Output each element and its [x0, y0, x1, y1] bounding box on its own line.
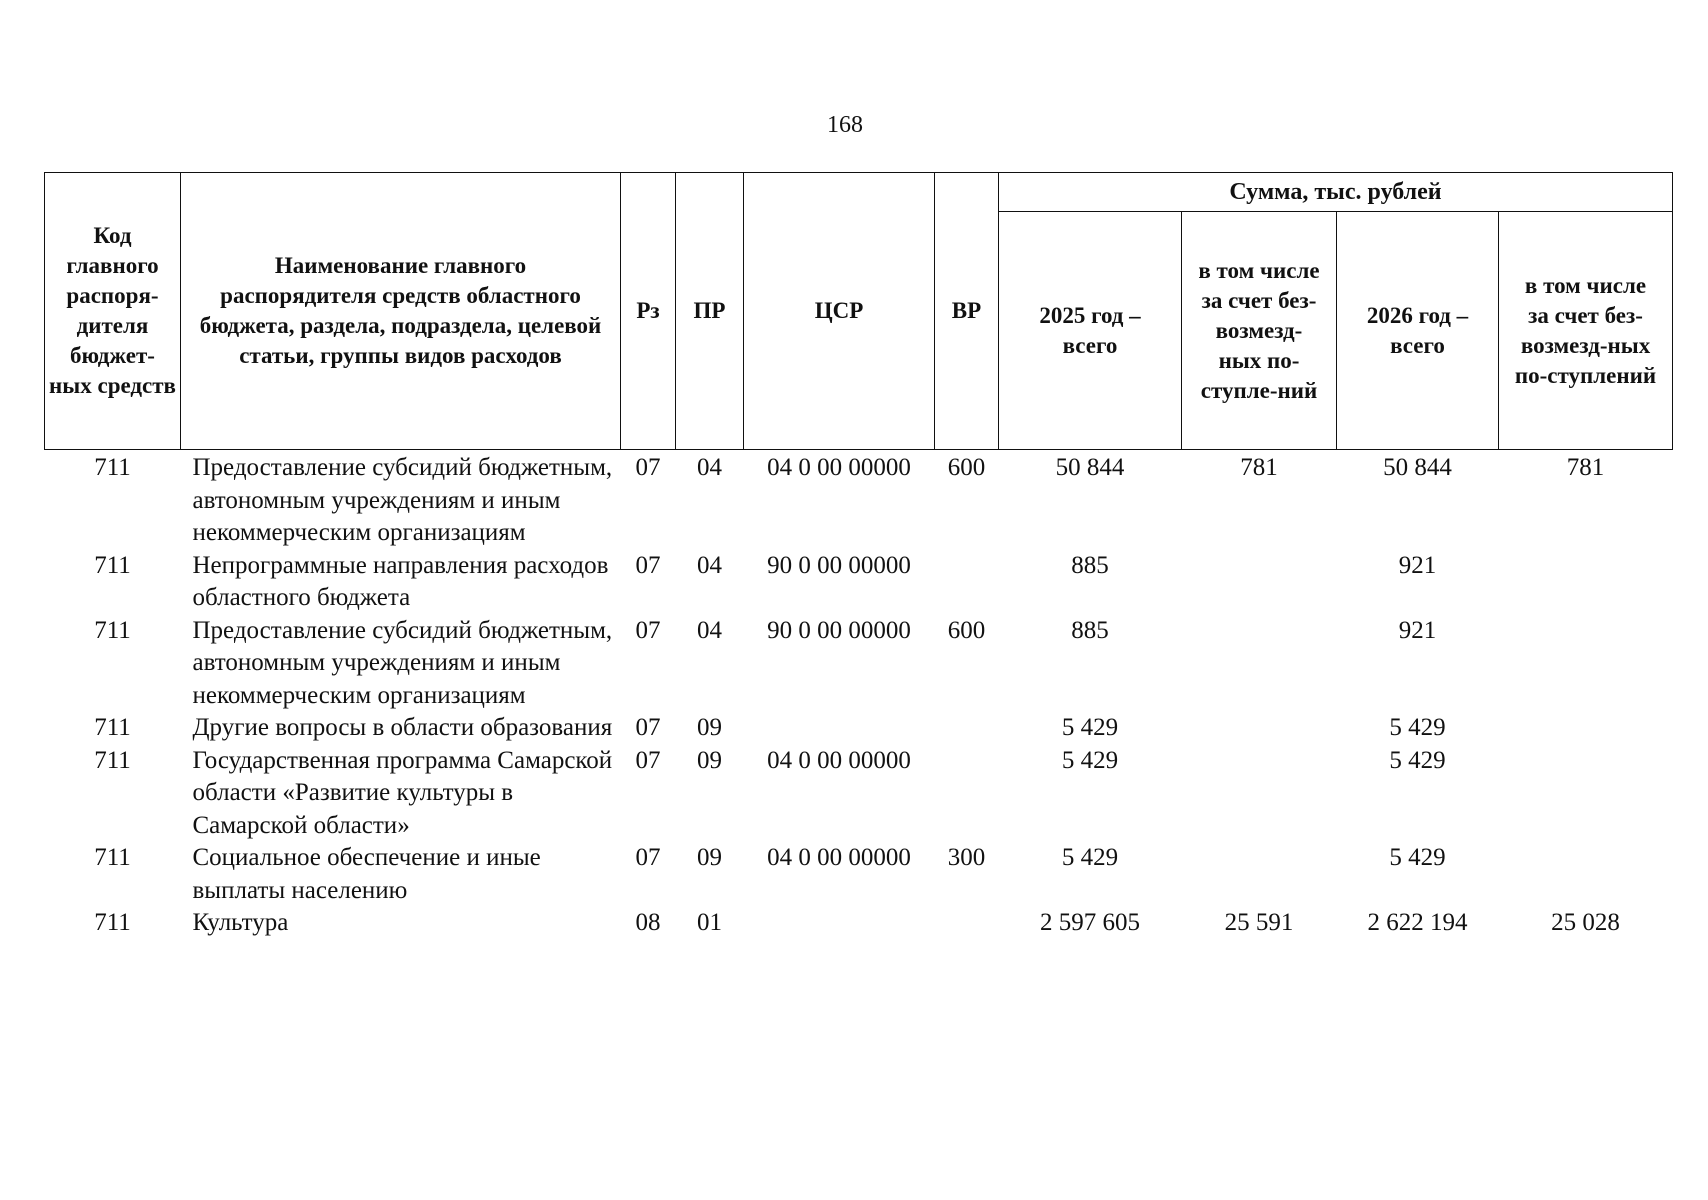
header-name: Наименование главного распорядителя средств областного бюджета, раздела, подраздела, целевой статьи, группы видов расходов — [181, 173, 621, 450]
row-rz: 07 — [635, 551, 661, 579]
row-name: Предоставление субсидий бюджетным, автономным учреждениям и иным некоммерческим организациям — [192, 454, 613, 546]
row-name: Культура — [192, 909, 289, 936]
row-pr: 04 — [697, 616, 722, 644]
row-name: Предоставление субсидий бюджетным, автономным учреждениям и иным некоммерческим организациям — [192, 616, 613, 709]
row-name: Другие вопросы в области образования — [192, 714, 613, 741]
table-row — [45, 745, 1673, 843]
row-pr: 09 — [697, 746, 722, 774]
row-2025-grants — [1182, 615, 1337, 713]
row-2026-total: 921 — [1398, 616, 1437, 644]
page-number: 168 — [827, 112, 863, 138]
table-row — [45, 450, 1673, 550]
table-row — [45, 842, 1673, 907]
row-rz: 07 — [635, 714, 661, 741]
row-pr: 01 — [697, 909, 722, 936]
budget-table — [44, 172, 1673, 940]
header-2025-total: 2025 год – всего — [999, 212, 1182, 450]
row-vr: 600 — [947, 454, 986, 481]
header-2025-grants: в том числе за счет без-возмезд-ных по-ступле-ний — [1182, 212, 1337, 450]
row-2025-grants — [1182, 550, 1337, 615]
row-2025-total: 5 429 — [1061, 844, 1119, 871]
row-rz: 07 — [635, 616, 661, 644]
row-2026-total: 50 844 — [1383, 454, 1452, 481]
table-row — [45, 907, 1673, 940]
row-2025-total: 5 429 — [1061, 714, 1119, 741]
header-vr: ВР — [935, 173, 999, 450]
row-2026-grants: 781 — [1566, 454, 1605, 481]
row-rz: 08 — [635, 909, 661, 936]
row-2026-grants: 25 028 — [1551, 909, 1620, 936]
row-vr — [935, 907, 999, 940]
row-csr: 04 0 00 00000 — [767, 746, 911, 774]
row-name: Социальное обеспечение и иные выплаты населению — [192, 844, 541, 904]
row-vr: 300 — [947, 844, 986, 871]
row-vr: 600 — [947, 616, 986, 644]
row-2025-grants — [1182, 745, 1337, 843]
row-2025-total: 885 — [1071, 551, 1109, 579]
row-vr — [935, 745, 999, 843]
header-2026-total: 2026 год – всего — [1337, 212, 1499, 450]
table-row — [45, 712, 1673, 745]
row-name: Государственная программа Самарской области «Развитие культуры в Самарской области» — [192, 746, 613, 839]
row-code: 711 — [94, 454, 131, 481]
row-2025-grants — [1182, 842, 1337, 907]
header-row-top — [45, 173, 1673, 212]
header-pr: ПР — [676, 173, 744, 450]
row-vr — [935, 712, 999, 745]
header-sum-group: Сумма, тыс. рублей — [999, 173, 1673, 212]
row-2026-grants — [1499, 615, 1673, 713]
row-2025-grants — [1182, 712, 1337, 745]
row-2026-grants — [1499, 550, 1673, 615]
row-2025-grants: 781 — [1240, 454, 1278, 481]
header-csr: ЦСР — [744, 173, 935, 450]
row-2026-total: 2 622 194 — [1367, 909, 1468, 936]
row-2026-grants — [1499, 712, 1673, 745]
row-csr: 90 0 00 00000 — [767, 551, 911, 579]
row-2026-total: 5 429 — [1389, 746, 1446, 774]
row-code: 711 — [94, 844, 131, 871]
row-vr — [935, 550, 999, 615]
row-pr: 04 — [697, 454, 722, 481]
table-row — [45, 615, 1673, 713]
row-code: 711 — [94, 746, 131, 774]
row-2026-grants — [1499, 842, 1673, 907]
row-2025-total: 50 844 — [1055, 454, 1125, 481]
header-rz: Рз — [621, 173, 676, 450]
row-code: 711 — [94, 551, 131, 579]
row-pr: 04 — [697, 551, 722, 579]
header-2026-grants: в том числе за счет без-возмезд-ных по-ступлений — [1499, 212, 1673, 450]
row-2026-total: 921 — [1398, 551, 1437, 579]
row-name: Непрограммные направления расходов областного бюджета — [192, 551, 609, 611]
row-pr: 09 — [697, 844, 722, 871]
row-csr — [744, 712, 935, 745]
row-rz: 07 — [635, 844, 661, 871]
row-rz: 07 — [635, 454, 661, 481]
row-code: 711 — [94, 616, 131, 644]
row-2025-grants: 25 591 — [1224, 909, 1294, 936]
row-csr: 04 0 00 00000 — [767, 844, 911, 871]
row-rz: 07 — [635, 746, 661, 774]
row-code: 711 — [94, 909, 131, 936]
row-csr: 90 0 00 00000 — [767, 616, 911, 644]
row-code: 711 — [94, 714, 131, 741]
row-csr: 04 0 00 00000 — [767, 454, 911, 481]
header-code: Код главного распоря-дителя бюджет-ных средств — [45, 173, 181, 450]
table-row — [45, 550, 1673, 615]
row-2026-grants — [1499, 745, 1673, 843]
row-2025-total: 2 597 605 — [1040, 909, 1140, 936]
row-csr — [744, 907, 935, 940]
row-pr: 09 — [697, 714, 722, 741]
row-2025-total: 5 429 — [1061, 746, 1119, 774]
row-2026-total: 5 429 — [1389, 844, 1446, 871]
row-2026-total: 5 429 — [1389, 714, 1446, 741]
row-2025-total: 885 — [1071, 616, 1109, 644]
